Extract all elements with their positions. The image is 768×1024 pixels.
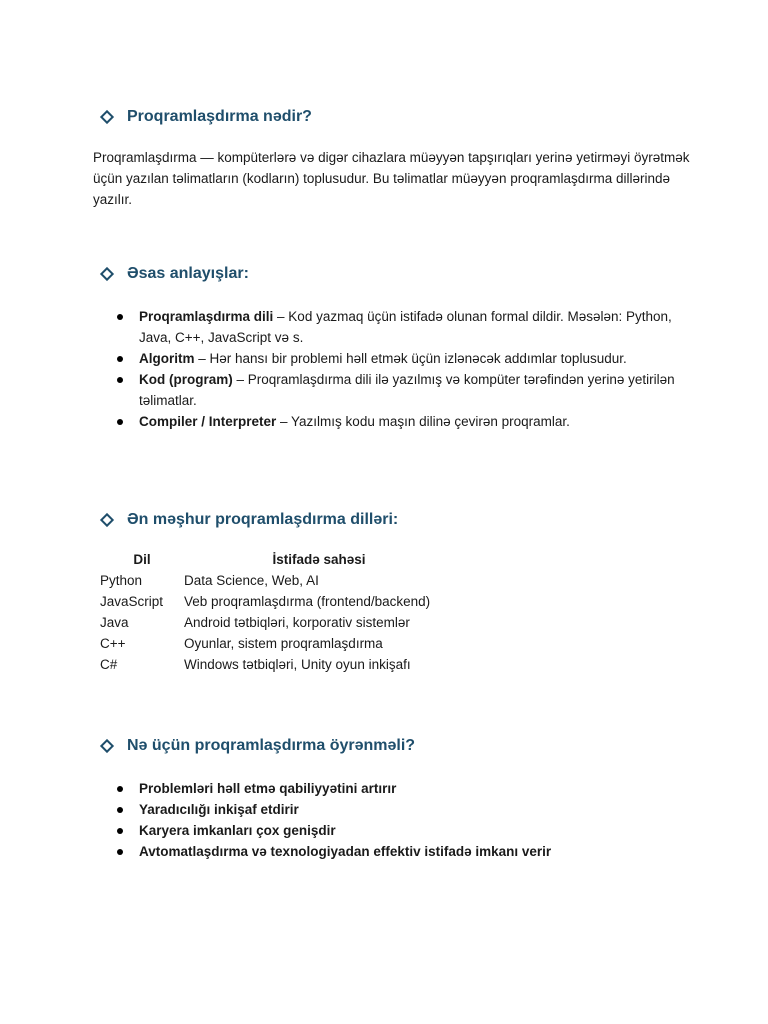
table-row [93,570,454,591]
table-cell: C++ [100,636,126,651]
list-item [139,348,699,369]
why-list [139,778,699,862]
section-title: Əsas anlayışlar: [127,265,249,282]
diamond-bullet-icon [100,267,114,281]
section-title: Proqramlaşdırma nədir? [127,108,312,125]
table-header-row [93,549,454,570]
diamond-bullet-icon [100,739,114,753]
table-row [93,591,454,612]
table-row [93,654,454,675]
table-cell: Java [100,615,129,630]
section-title: Nə üçün proqramlaşdırma öyrənməli? [127,737,416,754]
section-heading-concepts [98,265,249,283]
column-header-usage: İstifadə sahəsi [272,552,366,567]
term-description: – Yazılmış kodu maşın dilinə çevirən proqramlar. [276,414,570,429]
section-heading-languages [98,511,398,529]
list-item: Yaradıcılığı inkişaf etdirir [139,799,699,820]
term-description: – Kod yazmaq üçün istifadə olunan formal dildir. Məsələn: Python, Java, C++, JavaScript və s. [139,309,672,345]
list-item: Problemləri həll etmə qabiliyyətini artırır [139,778,699,799]
term: Compiler / Interpreter [139,414,277,429]
section-heading-why [98,737,415,755]
term: Algoritm [139,351,195,366]
table-cell: Android tətbiqləri, korporativ sistemlər [184,615,410,630]
table-row [93,633,454,654]
section-heading-what [98,108,312,126]
list-item [139,306,699,348]
table-cell: C# [100,657,118,672]
diamond-bullet-icon [100,110,114,124]
table-cell: Windows tətbiqləri, Unity oyun inkişafı [184,657,411,672]
list-item [139,369,699,411]
concepts-list [139,306,699,432]
term: Proqramlaşdırma dili [139,309,274,324]
table-cell: Python [100,573,143,588]
intro-paragraph: Proqramlaşdırma — kompüterlərə və digər cihazlara müəyyən tapşırıqları yerinə yetirməyi öyrətmək üçün yazılan təlimatların (kodların) toplusudur. Bu təlimatlar müəyyən proqramlaşdırma dillərində yazılır. [93,150,690,207]
table-cell: Data Science, Web, AI [184,573,319,588]
table-cell: Veb proqramlaşdırma (frontend/backend) [184,594,431,609]
list-item: Avtomatlaşdırma və texnologiyadan effektiv istifadə imkanı verir [139,841,699,862]
term-description: – Hər hansı bir problemi həll etmək üçün izlənəcək addımlar toplusudur. [194,351,627,366]
languages-table [93,549,454,675]
list-item [139,411,699,432]
term: Kod (program) [139,372,233,387]
term-description: – Proqramlaşdırma dili ilə yazılmış və kompüter tərəfindən yerinə yetirilən təlimatlar. [139,372,675,408]
table-cell: Oyunlar, sistem proqramlaşdırma [184,636,383,651]
table-row [93,612,454,633]
column-header-language: Dil [133,552,151,567]
diamond-bullet-icon [100,513,114,527]
list-item: Karyera imkanları çox genişdir [139,820,699,841]
section-title: Ən məşhur proqramlaşdırma dilləri: [127,511,399,528]
table-cell: JavaScript [100,594,164,609]
